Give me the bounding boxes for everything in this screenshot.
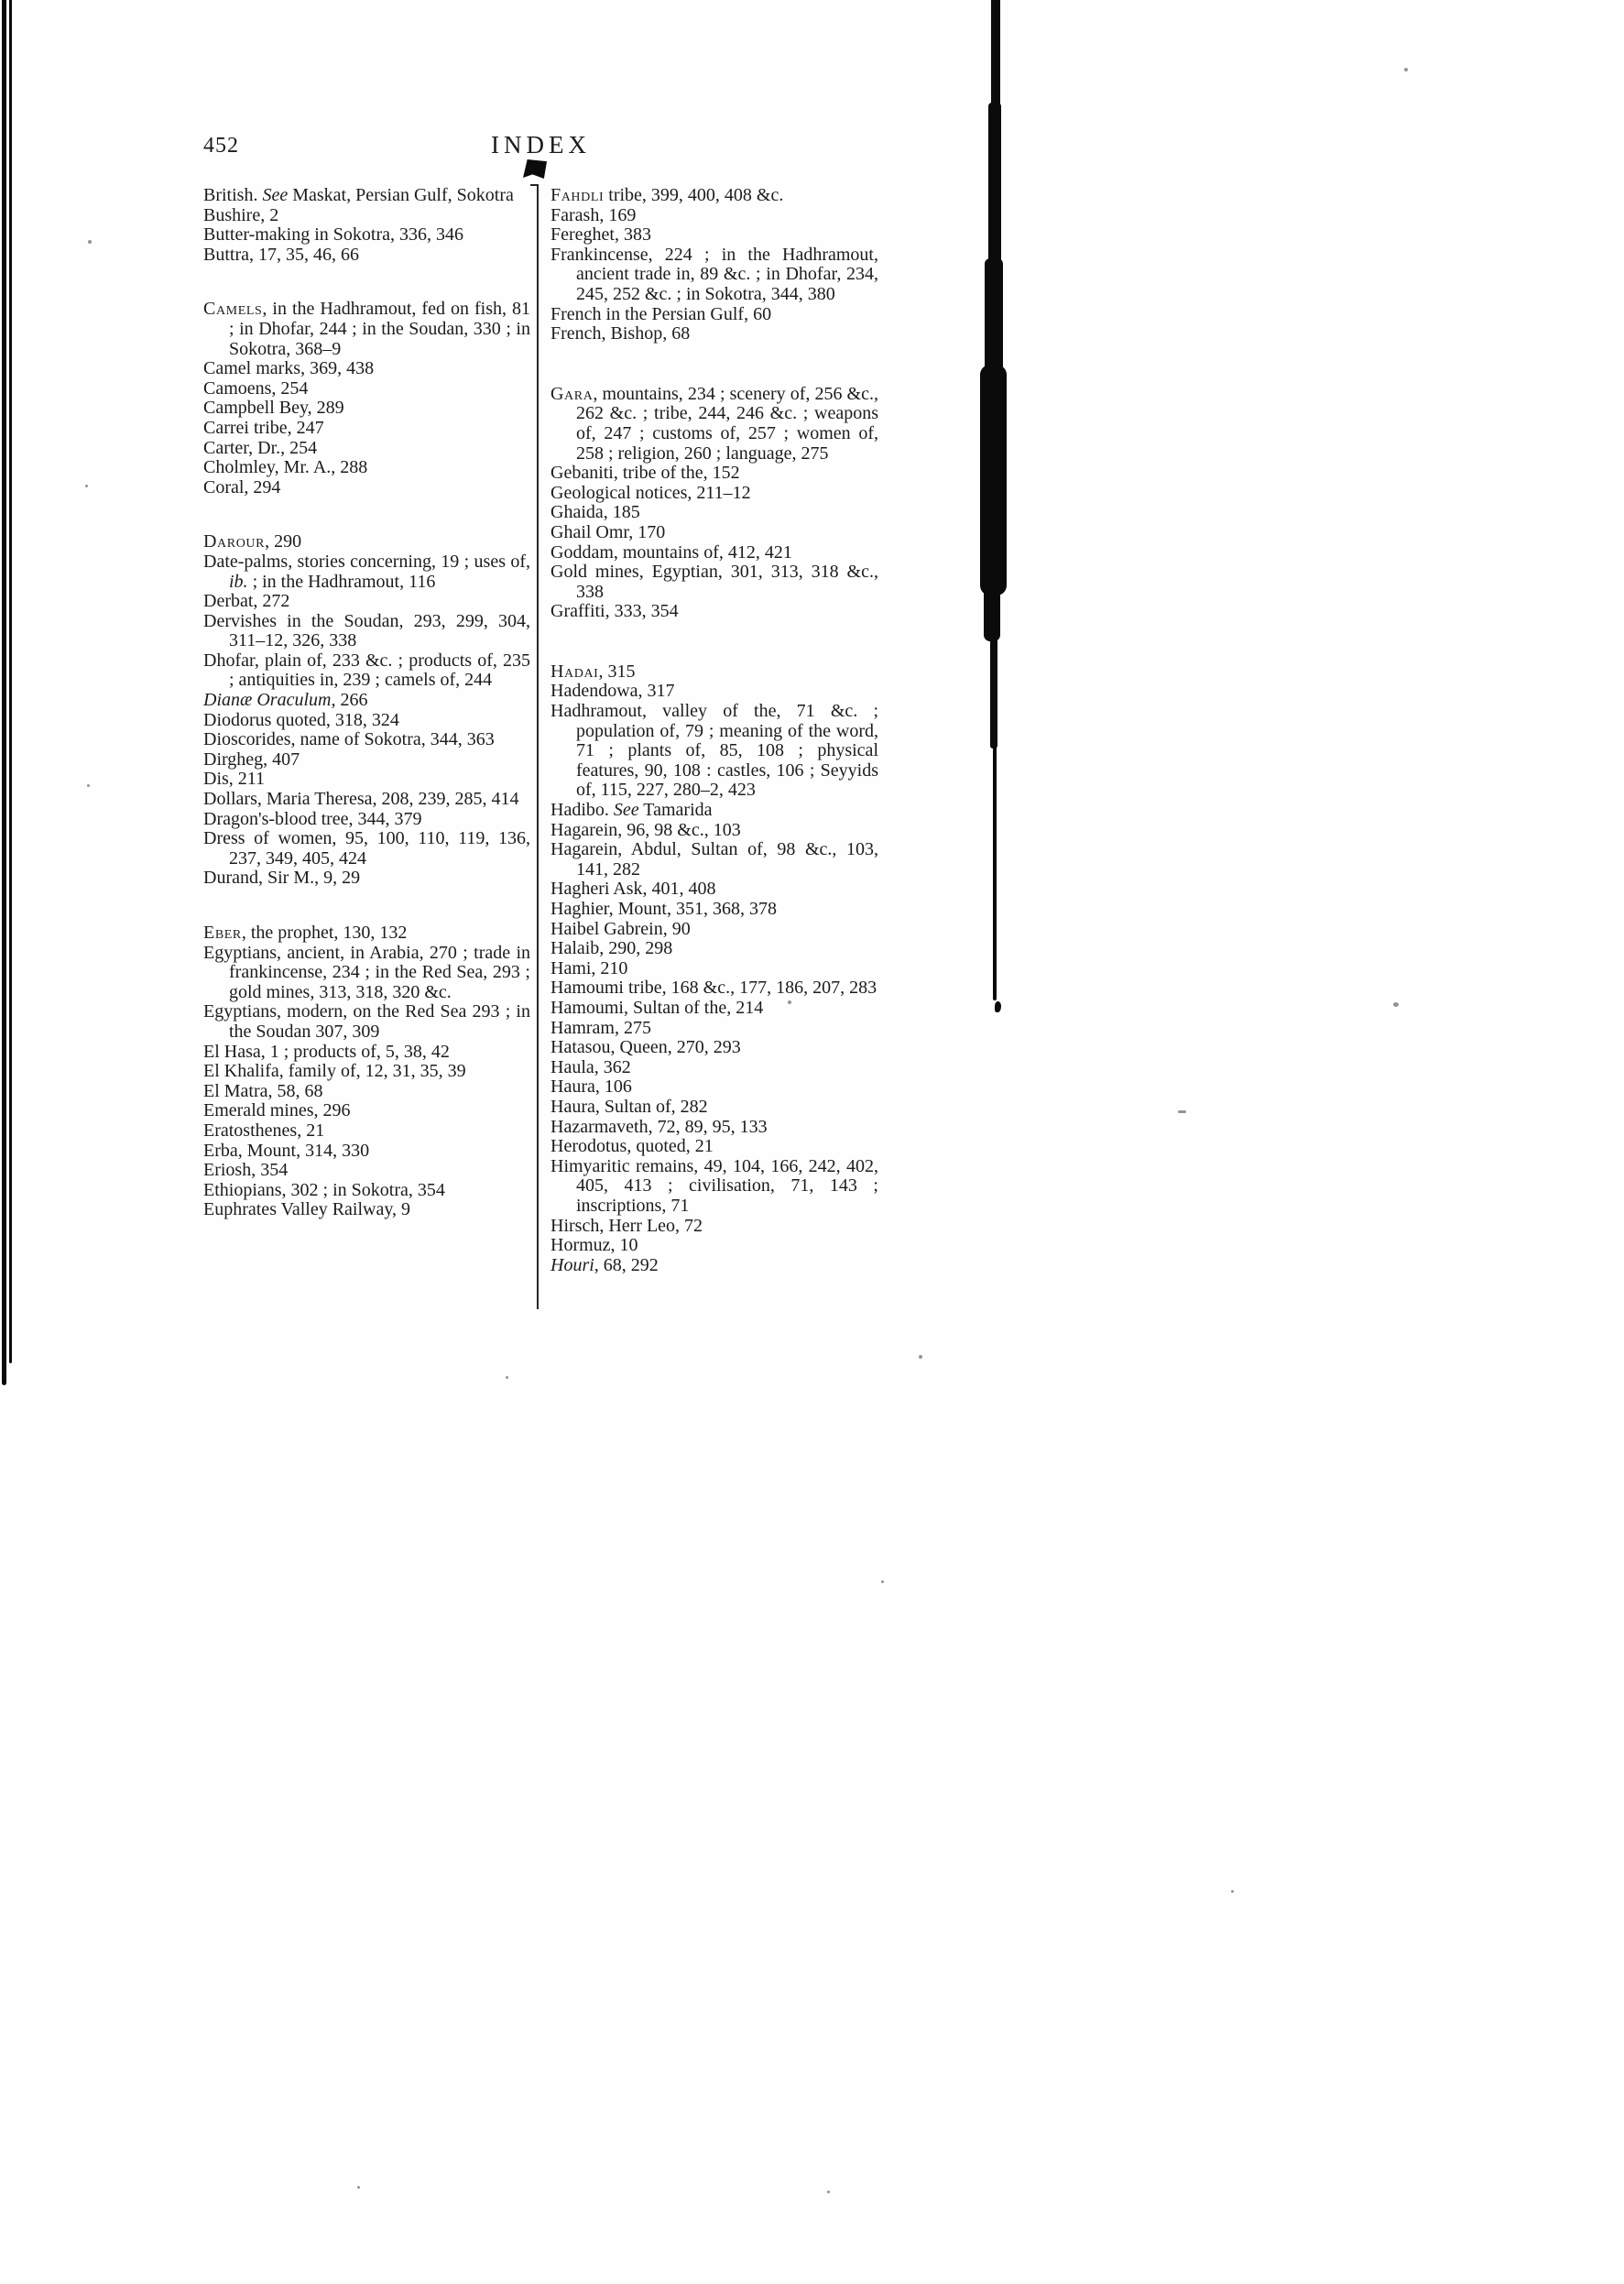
scan-speck: [1178, 1110, 1186, 1113]
scan-binding-streak-artifact: [995, 1001, 1001, 1012]
index-entry: [203, 532, 530, 552]
entry-segment: El Khalifa, family of, 12, 31, 35, 39: [203, 1061, 466, 1082]
scan-speck: [87, 784, 90, 787]
entry-segment: Geological notices, 211–12: [550, 482, 751, 503]
index-entry: [550, 1137, 878, 1157]
index-entry: [550, 484, 878, 504]
page-title: INDEX: [491, 131, 591, 158]
scan-binding-streak-artifact: [980, 365, 1007, 596]
entry-segment: Maskat, Persian Gulf, Sokotra: [288, 185, 514, 205]
entry-segment: tribe, 399, 400, 408 &c.: [604, 185, 784, 205]
index-entry: [203, 944, 530, 1003]
index-entry: [550, 1157, 878, 1217]
index-entry: [550, 1118, 878, 1138]
index-entry: [550, 324, 878, 344]
index-entry: [550, 1058, 878, 1078]
index-entry: [203, 300, 530, 359]
entry-segment: Hamram, 275: [550, 1017, 651, 1038]
index-entry: [550, 999, 878, 1019]
entry-segment: ib.: [229, 571, 248, 592]
entry-segment: Egyptians, modern, on the Red Sea 293 ; in the Soudan 307, 309: [203, 1001, 530, 1042]
index-entry: [203, 246, 530, 266]
entry-segment: See: [262, 185, 289, 205]
column-divider: [537, 184, 539, 1309]
index-entry: [203, 1082, 530, 1102]
index-entry: [203, 1043, 530, 1063]
entry-segment: , mountains, 234 ; scenery of, 256 &c., 262 &c. ; tribe, 244, 246 &c. ; weapons of, 247 ; customs of, 257 ; women of, 258 ; religion, 260 ; language, 275: [576, 383, 878, 464]
index-entry: [550, 920, 878, 940]
scan-binding-streak-artifact: [990, 634, 997, 749]
entry-segment: ; in the Hadhramout, 116: [247, 571, 436, 592]
entry-segment: Eriosh, 354: [203, 1160, 289, 1181]
scan-speck: [1404, 68, 1408, 71]
index-entry: [550, 1256, 878, 1276]
index-entry: [550, 821, 878, 841]
index-entry: [550, 801, 878, 821]
entry-segment: Hirsch, Herr Leo, 72: [550, 1215, 703, 1236]
entry-segment: Campbell Bey, 289: [203, 398, 344, 419]
entry-segment: Hagheri Ask, 401, 408: [550, 879, 716, 900]
scan-speck: [827, 2191, 830, 2193]
index-entry: [203, 1002, 530, 1042]
entry-segment: Graffiti, 333, 354: [550, 601, 679, 622]
entry-segment: Goddam, mountains of, 412, 421: [550, 541, 792, 563]
index-entry: [203, 225, 530, 246]
scan-binding-streak-artifact: [985, 258, 1003, 382]
index-entry: [550, 602, 878, 622]
entry-segment: Hadai: [550, 661, 599, 682]
entry-segment: French in the Persian Gulf, 60: [550, 303, 772, 324]
index-entry: [550, 1038, 878, 1058]
entry-segment: Diodorus quoted, 318, 324: [203, 709, 399, 730]
scan-speck: [1393, 1002, 1399, 1007]
entry-segment: Dress of women, 95, 100, 110, 119, 136, 237, 349, 405, 424: [203, 828, 530, 869]
index-entry: [203, 750, 530, 770]
entry-segment: , in the Hadhramout, fed on fish, 81 ; in Dhofar, 244 ; in the Soudan, 330 ; in Sokotra, 368–9: [229, 299, 530, 359]
entry-segment: Himyaritic remains, 49, 104, 166, 242, 402, 405, 413 ; civilisation, 71, 143 ; inscriptions, 71: [550, 1155, 878, 1216]
index-entry: [550, 1019, 878, 1039]
index-entry: [203, 1181, 530, 1201]
entry-segment: Fahdli: [550, 185, 605, 205]
index-entry: [550, 385, 878, 464]
entry-segment: Egyptians, ancient, in Arabia, 270 ; trade in frankincense, 234 ; in the Red Sea, 293 ; gold mines, 313, 318, 320 &c.: [203, 942, 530, 1002]
entry-segment: British.: [203, 185, 263, 205]
entry-segment: , 290: [265, 531, 302, 552]
entry-segment: Gebaniti, tribe of the, 152: [550, 463, 740, 484]
index-entry: [203, 1121, 530, 1142]
entry-segment: Dollars, Maria Theresa, 208, 239, 285, 414: [203, 789, 519, 810]
index-group-B: [203, 186, 530, 265]
index-group-C: [203, 300, 530, 497]
entry-segment: Carrei tribe, 247: [203, 417, 324, 438]
entry-segment: Frankincense, 224 ; in the Hadhramout, ancient trade in, 89 &c. ; in Dhofar, 234, 245, 252 &c. ; in Sokotra, 344, 380: [550, 244, 878, 304]
scan-speck: [788, 1000, 791, 1004]
index-entry: [203, 439, 530, 459]
entry-segment: Bushire, 2: [203, 204, 279, 225]
entry-segment: Gara: [550, 383, 594, 404]
index-entry: [203, 186, 530, 206]
entry-segment: Tamarida: [638, 800, 713, 821]
index-entry: [203, 552, 530, 592]
entry-segment: Ghail Omr, 170: [550, 521, 666, 542]
index-entry: [203, 612, 530, 651]
index-group-E: [203, 923, 530, 1220]
index-group-F: [550, 186, 878, 344]
index-entry: [203, 1101, 530, 1121]
entry-segment: Eber: [203, 923, 242, 943]
index-entry: [550, 246, 878, 305]
index-entry: [550, 702, 878, 801]
entry-segment: Gold mines, Egyptian, 301, 313, 318 &c., 338: [550, 562, 878, 602]
index-entry: [203, 691, 530, 711]
index-entry: [203, 419, 530, 439]
entry-segment: Cholmley, Mr. A., 288: [203, 457, 368, 478]
index-entry: [203, 1142, 530, 1162]
entry-segment: Ghaida, 185: [550, 502, 640, 523]
index-entry: [203, 651, 530, 691]
entry-segment: Halaib, 290, 298: [550, 938, 673, 959]
index-entry: [550, 939, 878, 959]
index-entry: [550, 206, 878, 226]
index-entry: [550, 523, 878, 543]
index-entry: [203, 730, 530, 750]
index-entry: [550, 959, 878, 979]
index-entry: [203, 1062, 530, 1082]
index-entry: [550, 305, 878, 325]
entry-segment: Ethiopians, 302 ; in Sokotra, 354: [203, 1179, 445, 1200]
entry-segment: Dis, 211: [203, 769, 266, 790]
entry-segment: Camoens, 254: [203, 377, 309, 399]
entry-segment: , 315: [598, 661, 636, 682]
entry-segment: El Hasa, 1 ; products of, 5, 38, 42: [203, 1041, 450, 1062]
scan-binding-streak-artifact: [984, 585, 1000, 641]
index-entry: [203, 770, 530, 790]
entry-segment: Dioscorides, name of Sokotra, 344, 363: [203, 729, 495, 750]
scan-speck: [357, 2186, 360, 2189]
entry-segment: Dragon's-blood tree, 344, 379: [203, 808, 422, 829]
entry-segment: Hamoumi tribe, 168 &c., 177, 186, 207, 283: [550, 978, 877, 999]
entry-segment: Coral, 294: [203, 476, 281, 497]
entry-segment: Haura, Sultan of, 282: [550, 1096, 708, 1117]
entry-segment: Haula, 362: [550, 1056, 631, 1077]
scan-speck: [85, 485, 88, 487]
entry-segment: , the prophet, 130, 132: [241, 923, 408, 943]
entry-segment: Durand, Sir M., 9, 29: [203, 868, 361, 889]
entry-segment: Hazarmaveth, 72, 89, 95, 133: [550, 1116, 768, 1137]
entry-segment: Hadhramout, valley of the, 71 &c. ; population of, 79 ; meaning of the word, 71 ; plants of, 85, 108 ; physical features, 90, 108 : castles, 106 ; Seyyids of, 115, 227, 280–2, 423: [550, 701, 878, 801]
index-entry: [203, 206, 530, 226]
entry-segment: Camel marks, 369, 438: [203, 358, 375, 379]
index-right-column: [550, 186, 878, 1275]
index-entry: [550, 186, 878, 206]
scan-binding-streak-artifact: [988, 103, 1001, 272]
index-entry: [550, 1077, 878, 1098]
index-entry: [203, 810, 530, 830]
entry-segment: Euphrates Valley Railway, 9: [203, 1199, 411, 1220]
index-entry: [203, 1200, 530, 1220]
entry-segment: Hormuz, 10: [550, 1235, 638, 1256]
index-entry: [203, 379, 530, 399]
index-entry: [550, 662, 878, 683]
index-entry: [550, 1098, 878, 1118]
index-entry: [550, 1217, 878, 1237]
index-entry: [203, 1161, 530, 1181]
entry-segment: Derbat, 272: [203, 591, 290, 612]
scan-speck: [506, 1376, 508, 1379]
entry-segment: Carter, Dr., 254: [203, 437, 318, 458]
index-entry: [550, 900, 878, 920]
index-entry: [550, 978, 878, 999]
entry-segment: Emerald mines, 296: [203, 1100, 351, 1121]
index-entry: [203, 923, 530, 944]
index-entry: [203, 359, 530, 379]
entry-segment: , 266: [331, 690, 368, 711]
index-entry: [203, 829, 530, 869]
index-entry: [203, 458, 530, 478]
scan-speck: [88, 240, 92, 244]
entry-segment: Hatasou, Queen, 270, 293: [550, 1037, 741, 1058]
entry-segment: Hadibo.: [550, 800, 614, 821]
entry-segment: Dervishes in the Soudan, 293, 299, 304, 311–12, 326, 338: [203, 610, 530, 651]
entry-segment: Haura, 106: [550, 1076, 632, 1098]
entry-segment: Darour: [203, 531, 266, 552]
entry-segment: Haibel Gabrein, 90: [550, 918, 691, 939]
index-entry: [203, 592, 530, 612]
index-entry: [203, 790, 530, 810]
index-entry: [550, 503, 878, 523]
entry-segment: Camels: [203, 299, 263, 320]
index-entry: [550, 1236, 878, 1256]
entry-segment: Eratosthenes, 21: [203, 1120, 325, 1141]
scan-edge-line-artifact: [9, 0, 12, 1363]
index-left-column: [203, 186, 530, 1220]
index-entry: [203, 399, 530, 419]
index-entry: [203, 869, 530, 889]
index-entry: [203, 478, 530, 498]
index-entry: [550, 464, 878, 484]
entry-segment: Dianæ Oraculum: [203, 690, 332, 711]
scan-binding-streak-artifact: [991, 0, 1000, 115]
index-group-D: [203, 532, 530, 889]
entry-segment: Dhofar, plain of, 233 &c. ; products of, 235 ; antiquities in, 239 ; camels of, 244: [203, 650, 530, 691]
entry-segment: Hagarein, Abdul, Sultan of, 98 &c., 103, 141, 282: [550, 839, 878, 880]
entry-segment: Dirgheg, 407: [203, 749, 300, 770]
ink-blob-artifact: [523, 159, 547, 179]
index-entry: [550, 225, 878, 246]
entry-segment: Butter-making in Sokotra, 336, 346: [203, 224, 464, 246]
page-number: 452: [203, 134, 239, 158]
index-entry: [550, 880, 878, 900]
entry-segment: Buttra, 17, 35, 46, 66: [203, 244, 359, 265]
entry-segment: Hadendowa, 317: [550, 681, 675, 702]
entry-segment: French, Bishop, 68: [550, 323, 691, 344]
entry-segment: , 68, 292: [594, 1254, 659, 1275]
scan-edge-line-artifact: [2, 0, 6, 1385]
entry-segment: Hagarein, 96, 98 &c., 103: [550, 819, 741, 840]
entry-segment: El Matra, 58, 68: [203, 1080, 323, 1101]
entry-segment: Hami, 210: [550, 957, 628, 978]
entry-segment: Hamoumi, Sultan of the, 214: [550, 997, 764, 1018]
index-group-H: [550, 662, 878, 1275]
scan-binding-streak-artifact: [993, 740, 997, 1000]
entry-segment: Farash, 169: [550, 204, 637, 225]
entry-segment: Haghier, Mount, 351, 368, 378: [550, 899, 777, 919]
entry-segment: Herodotus, quoted, 21: [550, 1136, 714, 1157]
index-entry: [550, 543, 878, 563]
scan-speck: [1231, 1890, 1234, 1893]
index-entry: [203, 711, 530, 731]
entry-segment: Erba, Mount, 314, 330: [203, 1140, 370, 1161]
entry-segment: Fereghet, 383: [550, 224, 651, 246]
entry-segment: Date-palms, stories concerning, 19 ; uses of,: [203, 551, 530, 572]
index-group-G: [550, 385, 878, 622]
index-entry: [550, 682, 878, 702]
scan-speck: [881, 1580, 884, 1583]
index-entry: [550, 840, 878, 880]
index-entry: [550, 563, 878, 602]
entry-segment: See: [613, 800, 639, 821]
entry-segment: Houri: [550, 1254, 594, 1275]
scan-speck: [919, 1355, 922, 1359]
